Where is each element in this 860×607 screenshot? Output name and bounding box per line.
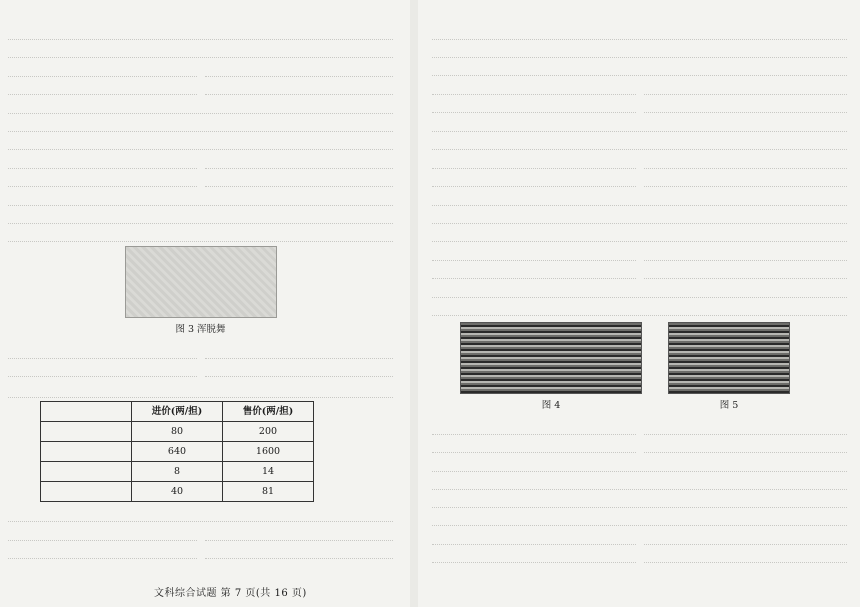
table-row — [41, 482, 314, 502]
question-block-28 — [432, 24, 847, 114]
question-stem-line — [432, 116, 847, 132]
newspaper-masthead-clipping — [668, 322, 790, 394]
question-block-3 — [8, 190, 393, 378]
figure-5 — [668, 322, 790, 414]
table-cell: 81 — [223, 482, 314, 502]
question-stem-line — [8, 506, 393, 522]
option-c — [432, 97, 636, 113]
table-cell — [41, 442, 132, 462]
question-stem-line — [432, 492, 847, 508]
option-b — [644, 79, 848, 95]
option-a — [8, 153, 197, 169]
table-cell: 14 — [223, 462, 314, 482]
answer-options — [432, 152, 847, 188]
option-a — [432, 153, 636, 169]
question-stem-line — [432, 60, 847, 76]
option-b — [644, 529, 848, 545]
question-stem-line — [8, 208, 393, 224]
question-stem-line — [432, 510, 847, 526]
option-a — [432, 79, 636, 95]
table-cell: 80 — [132, 422, 223, 442]
option-d — [644, 263, 848, 279]
option-a — [432, 245, 636, 261]
page-gutter — [410, 0, 418, 607]
question-stem-line — [8, 116, 393, 132]
question-stem-line — [432, 282, 847, 298]
option-c — [432, 263, 636, 279]
table-row — [41, 462, 314, 482]
option-a — [432, 529, 636, 545]
table-row — [41, 442, 314, 462]
option-d — [644, 547, 848, 563]
question-stem-line — [432, 24, 847, 40]
question-stem-line — [8, 134, 393, 150]
answer-options — [432, 528, 847, 564]
page-right — [432, 22, 847, 590]
option-a — [8, 343, 197, 359]
question-stem-line — [432, 208, 847, 224]
answer-options — [8, 524, 393, 560]
question-block-1 — [8, 24, 393, 96]
option-c — [432, 437, 636, 453]
answer-options — [8, 342, 393, 378]
option-c — [8, 361, 197, 377]
figure-3 — [8, 246, 393, 338]
answer-options — [432, 418, 847, 454]
option-b — [644, 419, 848, 435]
answer-options — [432, 244, 847, 280]
option-d — [205, 79, 394, 95]
option-c — [8, 79, 197, 95]
option-d — [205, 543, 394, 559]
option-d — [644, 437, 848, 453]
newspaper-ad-clipping — [460, 322, 642, 394]
question-stem-line — [432, 456, 847, 472]
option-d — [644, 171, 848, 187]
table-cell: 40 — [132, 482, 223, 502]
figure-5-caption: 图 5 — [719, 400, 739, 411]
question-block-30 — [432, 190, 847, 280]
option-b — [205, 343, 394, 359]
option-a — [8, 525, 197, 541]
question-stem-line — [8, 226, 393, 242]
question-stem-line — [8, 98, 393, 114]
table-cell: 640 — [132, 442, 223, 462]
question-stem-line — [432, 134, 847, 150]
answer-options — [8, 60, 393, 96]
question-stem-line — [8, 190, 393, 206]
figure-3-caption: 图 3 浑脱舞 — [175, 324, 226, 335]
option-d — [644, 97, 848, 113]
question-block-32 — [432, 456, 847, 564]
question-stem-line — [8, 24, 393, 40]
question-stem-line — [432, 226, 847, 242]
table-header-cell — [41, 402, 132, 422]
option-c — [432, 547, 636, 563]
figures-4-5 — [460, 322, 790, 414]
question-block-4 — [8, 506, 393, 560]
option-d — [205, 361, 394, 377]
option-c — [8, 543, 197, 559]
option-b — [205, 525, 394, 541]
price-table — [40, 401, 314, 502]
table-cell: 1600 — [223, 442, 314, 462]
page-left — [8, 22, 393, 590]
table-cell — [41, 422, 132, 442]
option-c — [8, 171, 197, 187]
option-d — [205, 171, 394, 187]
option-c — [432, 171, 636, 187]
question-block-2 — [8, 98, 393, 188]
option-a — [432, 419, 636, 435]
figure-4-caption: 图 4 — [541, 400, 561, 411]
table-1-title — [8, 382, 393, 398]
question-stem-line — [432, 42, 847, 58]
answer-options — [8, 152, 393, 188]
question-block-29 — [432, 116, 847, 188]
option-b — [205, 153, 394, 169]
figure-4 — [460, 322, 642, 414]
page-footer: 文科综合试题 第 7 页(共 16 页) — [154, 588, 307, 599]
table-cell: 200 — [223, 422, 314, 442]
question-block-31 — [432, 282, 847, 454]
option-b — [644, 245, 848, 261]
question-stem-line — [432, 190, 847, 206]
dance-illustration — [125, 246, 277, 318]
table-cell — [41, 462, 132, 482]
table-header-cell: 进价(两/担) — [132, 402, 223, 422]
option-b — [205, 61, 394, 77]
table-header-cell: 售价(两/担) — [223, 402, 314, 422]
table-cell: 8 — [132, 462, 223, 482]
table-header-row — [41, 402, 314, 422]
question-stem-line — [432, 300, 847, 316]
answer-options — [432, 78, 847, 114]
option-a — [8, 61, 197, 77]
table-row — [41, 422, 314, 442]
option-b — [644, 153, 848, 169]
question-stem-line — [8, 42, 393, 58]
table-cell — [41, 482, 132, 502]
question-stem-line — [432, 474, 847, 490]
